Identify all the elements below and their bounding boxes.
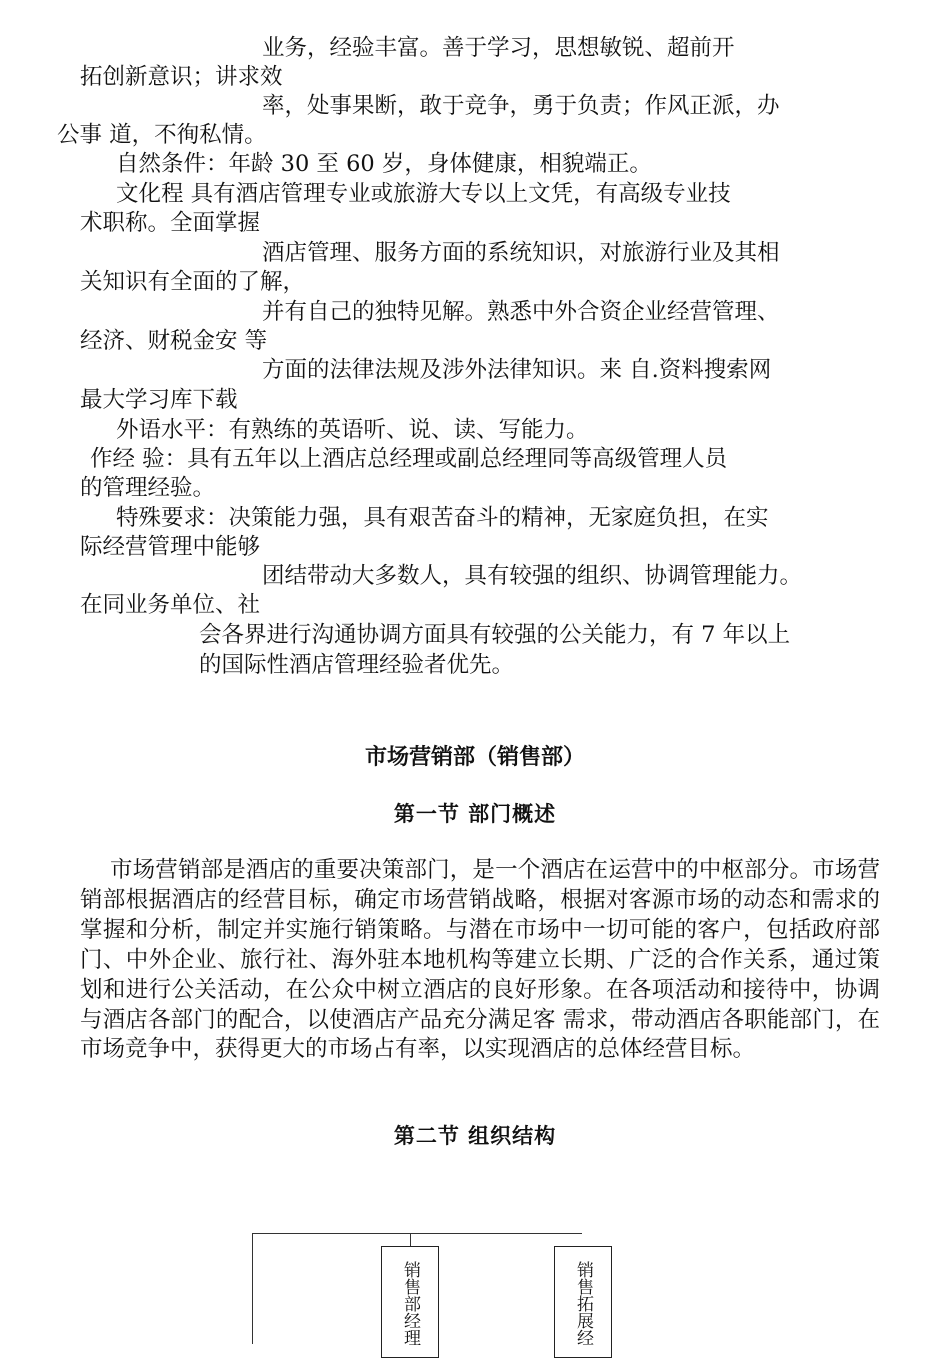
section-title: 市场营销部（销售部） bbox=[364, 745, 585, 770]
text-line: 文化程 具有酒店管理专业或旅游大专以上文凭，有高级专业技 bbox=[116, 181, 731, 207]
text-line: 作经 验：具有五年以上酒店总经理或副总经理同等高级管理人员 bbox=[90, 446, 728, 472]
text-line: 团结带动大多数人，具有较强的组织、协调管理能力。 bbox=[262, 563, 803, 589]
org-connector-left bbox=[252, 1233, 253, 1344]
text-line: 特殊要求：决策能力强，具有艰苦奋斗的精神，无家庭负担，在实 bbox=[116, 505, 769, 531]
text-line: 拓创新意识；讲求效 bbox=[80, 64, 283, 90]
text-line: 公事 道，不徇私情。 bbox=[57, 122, 267, 148]
text-line: 方面的法律法规及涉外法律知识。来 自.资料搜索网 bbox=[262, 357, 772, 383]
text-line: 自然条件：年龄 30 至 60 岁，身体健康，相貌端正。 bbox=[116, 151, 652, 177]
org-box-sales-manager: 销售部经理 bbox=[381, 1246, 439, 1358]
text-line: 会各界进行沟通协调方面具有较强的公关能力，有 7 年以上 bbox=[199, 622, 791, 648]
text-line: 的国际性酒店管理经验者优先。 bbox=[199, 652, 515, 678]
text-line: 最大学习库下载 bbox=[80, 387, 238, 413]
org-connector-drop-1 bbox=[410, 1233, 411, 1246]
text-line: 并有自己的独特见解。熟悉中外合资企业经营管理、 bbox=[262, 299, 780, 325]
section1-heading: 第一节 部门概述 bbox=[393, 802, 557, 826]
text-line: 术职称。全面掌握 bbox=[80, 210, 261, 236]
text-line: 经济、财税金安 等 bbox=[80, 328, 268, 354]
text-line: 率，处事果断，敢于竞争，勇于负责；作风正派，办 bbox=[262, 93, 780, 119]
section2-heading: 第二节 组织结构 bbox=[393, 1124, 557, 1148]
text-line: 关知识有全面的了解， bbox=[80, 269, 306, 295]
org-box-sales-expansion: 销售拓展经 bbox=[554, 1246, 612, 1358]
section1-body: 市场营销部是酒店的重要决策部门，是一个酒店在运营中的中枢部分。市场营销部根据酒店的经营目标，确定市场营销战略，根据对客源市场的动态和需求的掌握和分析，制定并实施行销策略。与潜在市场中一切可能的客户，包括政府部门、中外企业、旅行社、海外驻本地机构等建立长期、广泛的合作关系，通过策划和进行公关活动，在公众中树立酒店的良好形象。在各项活动和接待中，协调与酒店各部门的配合，以使酒店产品充分满足客 需求，带动酒店各职能部门，在市场竞争中，获得更大的市场占有率，以实现酒店的总体经营目标。 bbox=[80, 857, 880, 1063]
org-connector-horizontal bbox=[252, 1233, 582, 1234]
text-line: 的管理经验。 bbox=[80, 475, 216, 501]
text-line: 业务，经验丰富。善于学习，思想敏锐、超前开 bbox=[262, 35, 735, 61]
text-line: 在同业务单位、社 bbox=[80, 592, 261, 618]
text-line: 酒店管理、服务方面的系统知识，对旅游行业及其相 bbox=[262, 240, 780, 266]
text-line: 际经营管理中能够 bbox=[80, 534, 261, 560]
text-line: 外语水平：有熟练的英语听、说、读、写能力。 bbox=[116, 417, 589, 443]
